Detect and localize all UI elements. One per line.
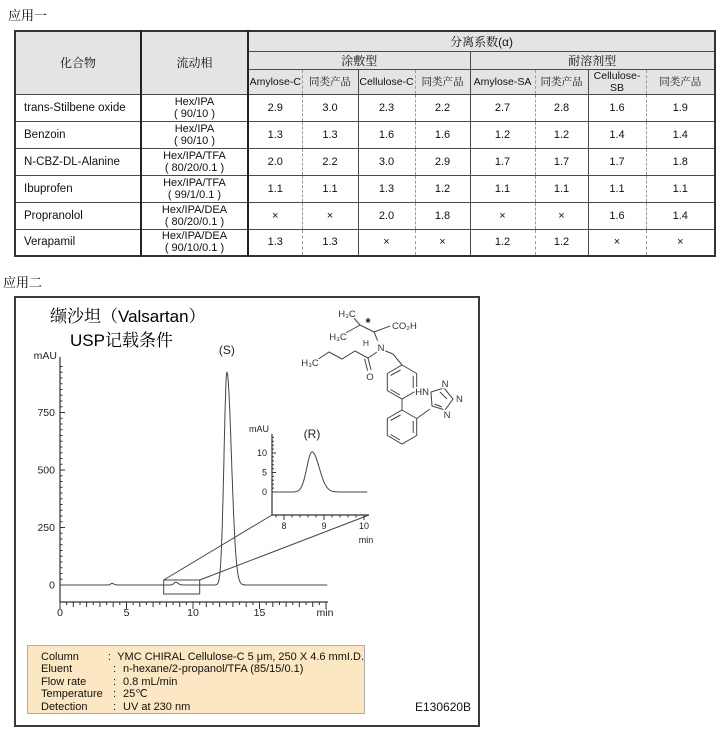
condition-text: : bbox=[113, 700, 117, 713]
cell-alpha-value: × bbox=[646, 229, 715, 256]
cell-mobile-phase: Hex/IPA/DEA ( 80/20/0.1 ) bbox=[141, 202, 248, 229]
axis-tick-label: 5 bbox=[261, 467, 267, 478]
table-header-row-1 bbox=[15, 31, 715, 51]
cell-alpha-value: 1.7 bbox=[470, 148, 535, 175]
cell-alpha-value: 3.0 bbox=[358, 148, 415, 175]
cell-alpha-value: 1.6 bbox=[358, 121, 415, 148]
condition-text: : bbox=[113, 688, 117, 701]
cell-alpha-value: × bbox=[358, 229, 415, 256]
cell-alpha-value: 2.3 bbox=[358, 94, 415, 121]
cell-alpha-value: 1.3 bbox=[302, 121, 358, 148]
condition-row bbox=[41, 701, 364, 713]
condition-text: n-hexane/2-propanol/TFA (85/15/0.1) bbox=[123, 663, 304, 676]
cell-compound: N-CBZ-DL-Alanine bbox=[15, 148, 141, 175]
cell-alpha-value: 2.0 bbox=[358, 202, 415, 229]
atom-label-nitrogen: N bbox=[441, 379, 449, 390]
condition-text: Temperature bbox=[41, 688, 103, 701]
column-header-alpha: 分离系数(α) bbox=[248, 31, 715, 51]
cell-mobile-phase: Hex/IPA/DEA ( 90/10/0.1 ) bbox=[141, 229, 248, 256]
column-header-mobile-phase: 流动相 bbox=[141, 31, 248, 94]
cell-compound: Propranolol bbox=[15, 202, 141, 229]
axis-tick-label: 750 bbox=[37, 407, 55, 419]
figure-code: E130620B bbox=[415, 700, 472, 714]
cell-alpha-value: 1.2 bbox=[415, 175, 470, 202]
inset-x-axis-label: min bbox=[358, 535, 374, 545]
cell-alpha-value: 2.7 bbox=[470, 94, 535, 121]
cell-mobile-phase: Hex/IPA ( 90/10 ) bbox=[141, 94, 248, 121]
atom-label-methyl: H₃C bbox=[338, 309, 356, 320]
axis-tick-label: 250 bbox=[37, 522, 55, 534]
axis-tick-label: 0 bbox=[49, 579, 55, 592]
cell-alpha-value: × bbox=[588, 229, 646, 256]
cell-alpha-value: × bbox=[302, 202, 358, 229]
table-row bbox=[15, 121, 715, 148]
axis-tick-label: 0 bbox=[57, 607, 63, 619]
cell-compound: Benzoin bbox=[15, 121, 141, 148]
cell-alpha-value: 1.8 bbox=[646, 148, 715, 175]
cell-alpha-value: 1.9 bbox=[646, 94, 715, 121]
cell-alpha-value: 1.6 bbox=[415, 121, 470, 148]
cell-alpha-value: 1.1 bbox=[302, 175, 358, 202]
peak-label-s: (S) bbox=[218, 343, 235, 357]
cell-alpha-value: 1.2 bbox=[535, 121, 588, 148]
condition-text: YMC CHIRAL Cellulose-C 5 μm, 250 X 4.6 mmI.D. bbox=[117, 651, 364, 663]
group-header-solvent-resistant: 耐溶剂型 bbox=[470, 51, 715, 69]
axis-tick-label: 15 bbox=[253, 607, 266, 619]
cell-alpha-value: 1.3 bbox=[248, 229, 302, 256]
section-label-application-1: 应用一 bbox=[8, 8, 48, 23]
table-row bbox=[15, 175, 715, 202]
axis-tick-label: 9 bbox=[321, 521, 327, 531]
column-header-phase: 同类产品 bbox=[302, 69, 358, 94]
axis-tick-label: 0 bbox=[261, 487, 267, 497]
condition-text: : bbox=[113, 663, 117, 676]
cell-alpha-value: 1.4 bbox=[646, 121, 715, 148]
cell-compound: Verapamil bbox=[15, 229, 141, 256]
cell-alpha-value: 2.8 bbox=[535, 94, 588, 121]
group-header-coated: 涂敷型 bbox=[248, 51, 470, 69]
cell-alpha-value: 3.0 bbox=[302, 94, 358, 121]
column-header-phase: Cellulose-C bbox=[358, 69, 415, 94]
column-header-phase: 同类产品 bbox=[415, 69, 470, 94]
condition-text: Flow rate bbox=[41, 675, 87, 688]
section-label-application-2: 应用二 bbox=[3, 275, 43, 290]
condition-row bbox=[41, 663, 364, 675]
peak-label-r: (R) bbox=[303, 427, 321, 441]
condition-text: : bbox=[113, 675, 117, 688]
cell-alpha-value: 1.1 bbox=[470, 175, 535, 202]
atom-label-methyl: H₃C bbox=[301, 358, 319, 369]
atom-label-chiral-center: * bbox=[365, 315, 371, 330]
column-header-compound: 化合物 bbox=[15, 31, 141, 94]
cell-alpha-value: 2.2 bbox=[415, 94, 470, 121]
axis-tick-label: 10 bbox=[187, 607, 199, 619]
zoom-callout bbox=[164, 515, 369, 594]
cell-mobile-phase: Hex/IPA/TFA ( 99/1/0.1 ) bbox=[141, 175, 248, 202]
separation-factor-table bbox=[14, 30, 716, 257]
atom-label-oxygen: O bbox=[366, 372, 374, 383]
cell-alpha-value: 1.3 bbox=[302, 229, 358, 256]
cell-alpha-value: 1.7 bbox=[588, 148, 646, 175]
cell-alpha-value: 1.2 bbox=[535, 229, 588, 256]
condition-text: Column bbox=[41, 651, 79, 663]
atom-label-carboxyl: CO₂H bbox=[392, 321, 417, 332]
cell-alpha-value: 2.2 bbox=[302, 148, 358, 175]
table-row bbox=[15, 202, 715, 229]
condition-text: Detection bbox=[41, 700, 88, 713]
cell-alpha-value: × bbox=[248, 202, 302, 229]
cell-alpha-value: 1.2 bbox=[470, 121, 535, 148]
cell-alpha-value: 1.3 bbox=[248, 121, 302, 148]
column-header-phase: Amylose-SA bbox=[470, 69, 535, 94]
cell-alpha-value: 1.1 bbox=[248, 175, 302, 202]
atom-label-nitrogen: N bbox=[377, 343, 385, 354]
cell-alpha-value: 1.3 bbox=[358, 175, 415, 202]
axis-tick-label: 500 bbox=[37, 464, 55, 477]
axis-tick-label: 10 bbox=[358, 521, 370, 531]
cell-mobile-phase: Hex/IPA/TFA ( 80/20/0.1 ) bbox=[141, 148, 248, 175]
cell-alpha-value: × bbox=[415, 229, 470, 256]
cell-alpha-value: 2.9 bbox=[415, 148, 470, 175]
column-header-phase: 同类产品 bbox=[646, 69, 715, 94]
atom-label-nitrogen: N bbox=[456, 394, 463, 405]
axis-tick-label: 5 bbox=[123, 607, 130, 619]
x-axis-label: min bbox=[316, 607, 334, 619]
table-row bbox=[15, 148, 715, 175]
column-header-phase: 同类产品 bbox=[535, 69, 588, 94]
condition-row bbox=[41, 676, 364, 688]
cell-alpha-value: 1.8 bbox=[415, 202, 470, 229]
condition-text: : bbox=[107, 651, 111, 663]
condition-text: Eluent bbox=[41, 663, 73, 676]
cell-alpha-value: 1.1 bbox=[646, 175, 715, 202]
cell-alpha-value: 1.6 bbox=[588, 202, 646, 229]
analysis-conditions-box bbox=[27, 645, 365, 714]
column-header-phase: Amylose-C bbox=[248, 69, 302, 94]
chromatogram-figure-box bbox=[14, 296, 480, 727]
condition-row bbox=[41, 688, 364, 700]
cell-alpha-value: 2.9 bbox=[248, 94, 302, 121]
cell-alpha-value: 1.7 bbox=[535, 148, 588, 175]
y-axis-label: mAU bbox=[33, 350, 57, 362]
inset-y-axis-label: mAU bbox=[249, 424, 269, 434]
cell-compound: trans-Stilbene oxide bbox=[15, 94, 141, 121]
figure-subtitle: USP记载条件 bbox=[70, 331, 173, 350]
cell-alpha-value: 1.1 bbox=[535, 175, 588, 202]
atom-label-methyl: H₃C bbox=[329, 332, 347, 343]
axis-tick-label: 10 bbox=[256, 448, 267, 458]
condition-text: UV at 230 nm bbox=[123, 700, 191, 713]
atom-label-nh: HN bbox=[415, 387, 429, 398]
atom-label-nitrogen: N bbox=[443, 410, 451, 421]
cell-alpha-value: 1.4 bbox=[646, 202, 715, 229]
condition-row bbox=[41, 651, 364, 663]
cell-alpha-value: 1.6 bbox=[588, 94, 646, 121]
table-row bbox=[15, 229, 715, 256]
cell-alpha-value: × bbox=[470, 202, 535, 229]
axis-tick-label: 8 bbox=[281, 521, 287, 531]
table-row bbox=[15, 94, 715, 121]
cell-alpha-value: 1.4 bbox=[588, 121, 646, 148]
cell-compound: Ibuprofen bbox=[15, 175, 141, 202]
figure-title: 缬沙坦（Valsartan） bbox=[50, 307, 206, 326]
atom-label-hydrogen: H bbox=[362, 338, 370, 348]
condition-text: 25℃ bbox=[123, 688, 148, 701]
cell-alpha-value: 1.1 bbox=[588, 175, 646, 202]
cell-alpha-value: 2.0 bbox=[248, 148, 302, 175]
condition-text: 0.8 mL/min bbox=[123, 675, 178, 688]
cell-alpha-value: × bbox=[535, 202, 588, 229]
column-header-phase: Cellulose-SB bbox=[588, 69, 646, 94]
cell-alpha-value: 1.2 bbox=[470, 229, 535, 256]
cell-mobile-phase: Hex/IPA ( 90/10 ) bbox=[141, 121, 248, 148]
valsartan-structure bbox=[286, 300, 481, 510]
